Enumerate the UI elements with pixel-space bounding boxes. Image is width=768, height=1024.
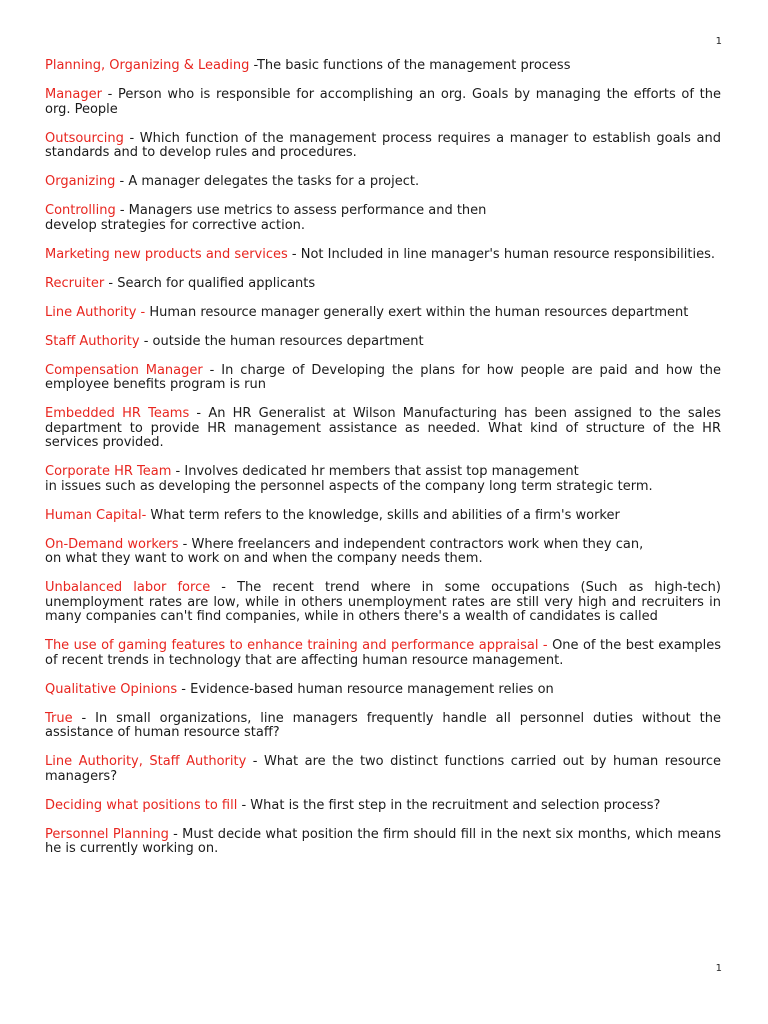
entry-description: - Search for qualified applicants xyxy=(104,275,316,291)
entry-term: Line Authority - xyxy=(45,304,146,320)
entry-organizing xyxy=(45,175,721,190)
entry-description: - Not Included in line manager's human resource responsibilities. xyxy=(287,246,716,262)
document-body xyxy=(45,59,721,857)
entry-term: Qualitative Opinions xyxy=(45,681,178,697)
entry-description: - What is the first step in the recruitment and selection process? xyxy=(237,797,661,813)
entry-term: Outsourcing xyxy=(45,130,124,146)
entry-gaming-features xyxy=(45,639,721,668)
entry-term: The use of gaming features to enhance training and performance appraisal - xyxy=(45,638,548,653)
entry-term: Planning, Organizing & Leading xyxy=(45,58,250,73)
entry-term: Personnel Planning xyxy=(45,826,169,842)
entry-description: - Which function of the management process requires a manager to establish goals and standards and to develop rules and procedures. xyxy=(45,130,721,160)
entry-description: - Involves dedicated hr members that assist top management in issues such as developing the personnel aspects of the company long term strategic term. xyxy=(45,464,653,494)
entry-deciding-positions xyxy=(45,799,721,814)
entry-on-demand-workers xyxy=(45,538,721,567)
entry-compensation-manager xyxy=(45,364,721,393)
entry-description: - The recent trend where in some occupations (Such as high-tech) unemployment rates are low, while in others unemployment rates are still very high and recruiters in many companies can't find companies, while in others there's a wealth of candidates is called xyxy=(45,580,721,624)
entry-term: Organizing xyxy=(45,174,116,189)
entry-term: Manager xyxy=(45,87,102,102)
entry-marketing xyxy=(45,248,721,263)
entry-description: -The basic functions of the management process xyxy=(249,58,571,73)
entry-true xyxy=(45,712,721,741)
entry-manager xyxy=(45,88,721,117)
entry-description: - Must decide what position the firm should fill in the next six months, which means he is currently working on. xyxy=(45,826,722,856)
entry-description: What term refers to the knowledge, skills and abilities of a firm's worker xyxy=(146,507,620,523)
entry-description: - Evidence-based human resource management relies on xyxy=(177,681,554,697)
entry-qualitative-opinions xyxy=(45,683,721,698)
entry-term: Marketing new products and services xyxy=(45,246,288,262)
entry-corporate-hr-team xyxy=(45,465,721,494)
entry-term: Controlling xyxy=(45,203,116,218)
entry-outsourcing xyxy=(45,132,721,161)
entry-term: Corporate HR Team xyxy=(45,464,172,479)
entry-description: - What are the two distinct functions carried out by human resource managers? xyxy=(45,754,722,784)
entry-personnel-planning xyxy=(45,828,721,857)
entry-term: On-Demand workers xyxy=(45,536,179,552)
entry-term: Unbalanced labor force xyxy=(45,580,211,595)
entry-staff-authority xyxy=(45,335,721,350)
entry-controlling xyxy=(45,204,721,233)
entry-description: One of the best examples of recent trends in technology that are affecting human resource management. xyxy=(45,638,721,668)
page-number-bottom: 1 xyxy=(715,963,722,974)
entry-term: Compensation Manager xyxy=(45,362,203,378)
entry-description: - Managers use metrics to assess performance and then develop strategies for corrective action. xyxy=(45,203,487,233)
entry-embedded-hr-teams xyxy=(45,407,721,451)
entry-recruiter xyxy=(45,277,721,292)
entry-description: - Where freelancers and independent contractors work when they can, on what they want to work on and when the company needs them. xyxy=(45,536,644,566)
entry-description: - Person who is responsible for accomplishing an org. Goals by managing the efforts of the org. People xyxy=(45,87,721,117)
entry-term: Embedded HR Teams xyxy=(45,406,190,421)
entry-term: Recruiter xyxy=(45,275,105,291)
entry-human-capital xyxy=(45,509,721,524)
entry-term: Line Authority, Staff Authority xyxy=(45,754,247,769)
entry-description: - An HR Generalist at Wilson Manufacturing has been assigned to the sales department to provide HR management assistance as needed. What kind of structure of the HR services provided. xyxy=(45,406,721,450)
page-number-top: 1 xyxy=(715,36,722,47)
entry-unbalanced-labor-force xyxy=(45,581,721,625)
entry-description: - In charge of Developing the plans for how people are paid and how the employee benefits program is run xyxy=(45,362,721,392)
entry-term: Deciding what positions to fill xyxy=(45,797,238,813)
entry-description: - In small organizations, line managers frequently handle all personnel duties without the assistance of human resource staff? xyxy=(45,710,721,740)
entry-term: Staff Authority xyxy=(45,333,140,349)
entry-term: True xyxy=(45,710,73,726)
entry-planning xyxy=(45,59,721,74)
entry-term: Human Capital- xyxy=(45,507,147,523)
entry-description: - outside the human resources department xyxy=(139,333,424,349)
entry-line-staff-authority xyxy=(45,755,721,784)
entry-line-authority xyxy=(45,306,721,321)
entry-description: Human resource manager generally exert within the human resources department xyxy=(145,304,689,320)
entry-description: - A manager delegates the tasks for a project. xyxy=(115,174,420,189)
